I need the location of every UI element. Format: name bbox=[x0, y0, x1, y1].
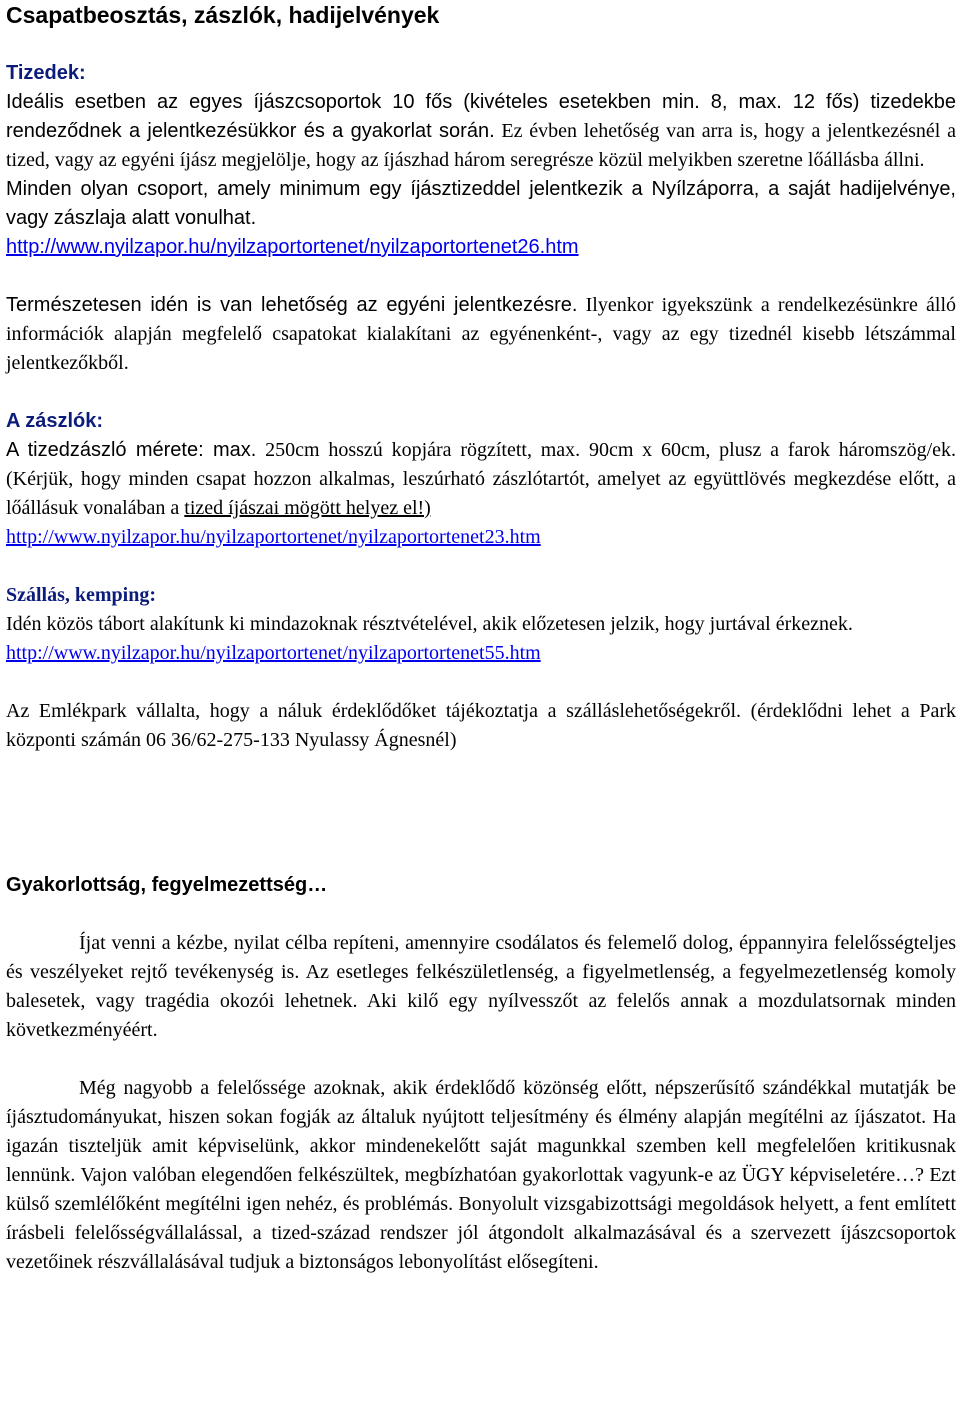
zaszlok-heading: A zászlók: bbox=[6, 410, 104, 432]
szallas-paragraph-2: Az Emlékpark vállalta, hogy a náluk érdeklődőket tájékoztatja a szálláslehetőségekről. (érdeklődni lehet a Park központi számán 06 36/62-275-133 Nyulassy Ágnesnél) bbox=[6, 700, 956, 751]
spacer bbox=[6, 378, 956, 407]
spacer bbox=[6, 552, 956, 581]
page-title: Csapatbeosztás, zászlók, hadijelvények bbox=[6, 2, 440, 28]
spacer bbox=[6, 900, 956, 929]
tizedek-paragraph-3 bbox=[6, 291, 956, 378]
spacer bbox=[6, 668, 956, 697]
spacer bbox=[6, 30, 956, 59]
zaszlok-paragraph-mid: 250cm hosszú kopjára rögzített, max. 90cm x 60cm, plusz a farok háromszög/ek. (Kérjük, hogy minden csapat hozzon alkalmas, leszúrható zászlótartót, amelyet az együttlövés megkezdése előtt, a lőállásuk vonalában a bbox=[6, 439, 956, 519]
tizedek-paragraph-1 bbox=[6, 88, 956, 175]
szallas-link[interactable]: http://www.nyilzapor.hu/nyilzaportortenet/nyilzaportortenet55.htm bbox=[6, 642, 541, 664]
szallas-paragraph-1: Idén közös tábort alakítunk ki mindazoknak résztvételével, akik előzetesen jelzik, hogy jurtával érkeznek. bbox=[6, 613, 853, 635]
spacer bbox=[6, 262, 956, 291]
tizedek-paragraph-2: Minden olyan csoport, amely minimum egy íjásztizeddel jelentkezik a Nyílzáporra, a saját hadijelvénye, vagy zászlaja alatt vonulhat. bbox=[6, 178, 956, 229]
zaszlok-paragraph bbox=[6, 436, 956, 523]
gyakorlottsag-paragraph-1: Íjat venni a kézbe, nyilat célba repíteni, amennyire csodálatos és felemelő dolog, éppannyira felelősségteljes és veszélyeket rejtő tevékenység is. Az esetleges felkészületlenség, a figyelmetlenség, a fegyelmezetlenség komoly balesetek, vagy tragédia okozói lehetnek. Aki kilő egy nyílvesszőt az felelős annak a mozdulatsornak minden következményéért. bbox=[6, 932, 956, 1041]
tizedek-heading: Tizedek: bbox=[6, 62, 86, 84]
tizedek-paragraph-3-start: Természetesen idén is van lehetőség az egyéni jelentkezésre. bbox=[6, 294, 578, 316]
zaszlok-paragraph-underlined: tized íjászai mögött helyez el!) bbox=[184, 497, 431, 519]
gyakorlottsag-heading: Gyakorlottság, fegyelmezettség… bbox=[6, 874, 328, 896]
gyakorlottsag-paragraph-2: Még nagyobb a felelőssége azoknak, akik érdeklődő közönség előtt, népszerűsítő szándékkal mutatják be íjásztudományukat, hiszen sokan fogják az általuk nyújtott teljesítmény és élmény alapján megítélni az íjászatot. Ha igazán tiszteljük amit képviselünk, akkor mindenekelőtt saját magunkkal szemben kell megfelelően kritikusnak lennünk. Vajon valóban elegendően felkészültek, megbízhatóan gyakorlottak vagyunk-e az ÜGY képviseletére…? Ezt külső szemlélőként megítélni igen nehéz, és problémás. Bonyolult vizsgabizottsági megoldások helyett, a fent említett írásbeli felelősségvállalással, a tized-század rendszer jól átgondolt alkalmazásával és a szervezett íjászcsoportok vezetőinek részvállalásával tudjuk a biztonságos lebonyolítást elősegíteni. bbox=[6, 1077, 956, 1273]
tizedek-paragraph-1-rest: Ez évben lehetőség van arra is, hogy a jelentkezésnél a tized, vagy az egyéni íjász megjelölje, hogy az íjászhad három seregrésze közül melyikben szeretne lőállásba állni. bbox=[6, 120, 956, 171]
tizedek-link[interactable]: http://www.nyilzapor.hu/nyilzaportortenet/nyilzaportortenet26.htm bbox=[6, 236, 579, 258]
szallas-heading: Szállás, kemping: bbox=[6, 584, 157, 606]
tizedek-paragraph-1-start: Ideális esetben az egyes íjászcsoportok 10 fős (kivételes esetekben min. 8, max. 12 fős) tizedekbe rendeződnek a jelentkezésükkor és a gyakorlat során. bbox=[6, 91, 956, 142]
tizedek-paragraph-3-rest: Ilyenkor igyekszünk a rendelkezésünkre álló információk alapján megfelelő csapatokat kialakítani az egyénenként-, vagy az egy tizednél kisebb létszámmal jelentkezőkből. bbox=[6, 294, 956, 374]
spacer-large bbox=[6, 755, 956, 871]
spacer bbox=[6, 1045, 956, 1074]
document-page bbox=[6, 0, 956, 1277]
zaszlok-link[interactable]: http://www.nyilzapor.hu/nyilzaportortenet/nyilzaportortenet23.htm bbox=[6, 526, 541, 548]
zaszlok-paragraph-start: A tizedzászló mérete: max. bbox=[6, 439, 257, 461]
